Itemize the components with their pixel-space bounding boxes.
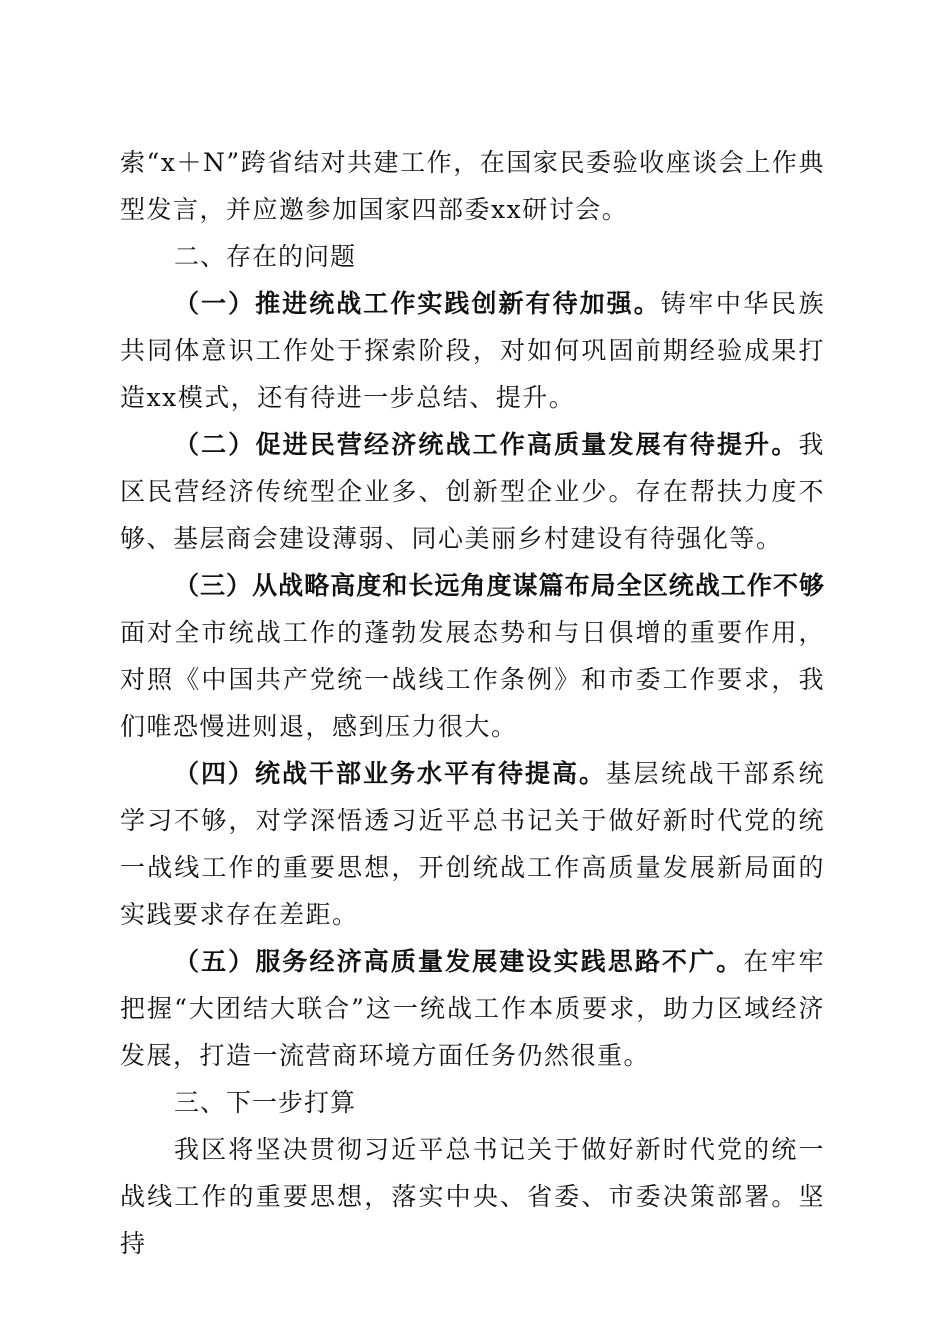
next-steps-paragraph: 我区将坚决贯彻习近平总书记关于做好新时代党的统一战线工作的重要思想，落实中央、省委、市委决策部署。坚持 xyxy=(120,1135,825,1258)
issue-body-4: 基层统战干部系统学习不够，对学深悟透习近平总书记关于做好新时代党的统一战线工作的重要思想，开创统战工作高质量发展新局面的实践要求存在差距。 xyxy=(120,759,825,929)
issue-title-5: （五）服务经济高质量发展建设实践思路不广。 xyxy=(174,947,744,976)
issue-paragraph-2 xyxy=(120,421,825,562)
issue-title-1: （一）推进统战工作实践创新有待加强。 xyxy=(174,289,661,318)
issue-title-2: （二）促进民营经济统战工作高质量发展有待提升。 xyxy=(174,430,799,459)
issue-body-2: 我区民营经济传统型企业多、创新型企业少。存在帮扶力度不够、基层商会建设薄弱、同心美丽乡村建设有待强化等。 xyxy=(120,430,825,553)
issue-paragraph-5 xyxy=(120,938,825,1079)
issue-body-3: 面对全市统战工作的蓬勃发展态势和与日俱增的重要作用，对照《中国共产党统一战线工作条例》和市委工作要求，我们唯恐慢进则退，感到压力很大。 xyxy=(120,618,825,741)
section-heading-next-steps: 三、下一步打算 xyxy=(174,1088,357,1117)
issue-paragraph-3 xyxy=(120,562,825,750)
issue-title-3: （三）从战略高度和长远角度谋篇布局全区统战工作不够 xyxy=(174,571,825,600)
document-body xyxy=(120,139,825,1267)
issue-paragraph-1 xyxy=(120,280,825,421)
section-heading-problems: 二、存在的问题 xyxy=(174,242,357,271)
issue-body-1: 铸牢中华民族共同体意识工作处于探索阶段，对如何巩固前期经验成果打造xx模式，还有待进一步总结、提升。 xyxy=(120,289,825,412)
issue-body-5: 在牢牢把握“大团结大联合”这一统战工作本质要求，助力区域经济发展，打造一流营商环境方面任务仍然很重。 xyxy=(120,947,825,1070)
issue-title-4: （四）统战干部业务水平有待提高。 xyxy=(174,759,606,788)
issue-paragraph-4 xyxy=(120,750,825,938)
intro-continuation-paragraph: 索“x＋N”跨省结对共建工作，在国家民委验收座谈会上作典型发言，并应邀参加国家四部委xx研讨会。 xyxy=(120,148,825,224)
